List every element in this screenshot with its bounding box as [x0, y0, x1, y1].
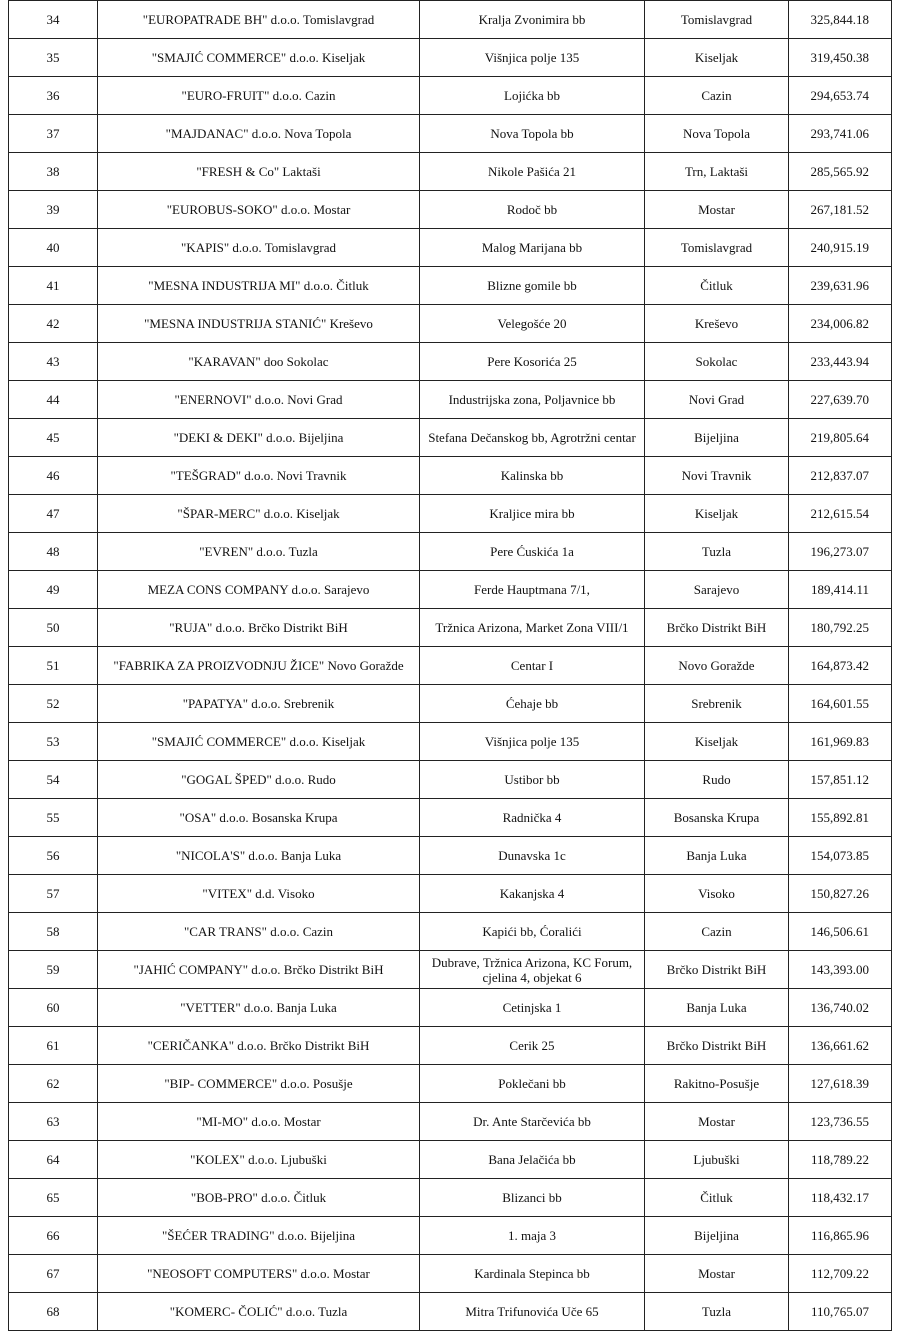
company-name-cell: "KOMERC- ČOLIĆ" d.o.o. Tuzla — [98, 1293, 420, 1331]
city-cell: Čitluk — [645, 1179, 789, 1217]
address-cell: Dubrave, Tržnica Arizona, KC Forum, cjelina 4, objekat 6 — [420, 951, 645, 989]
address-cell: Cetinjska 1 — [420, 989, 645, 1027]
row-number-cell: 40 — [9, 229, 98, 267]
amount-cell: 325,844.18 — [789, 1, 892, 39]
company-name-cell: "VETTER" d.o.o. Banja Luka — [98, 989, 420, 1027]
row-number-cell: 38 — [9, 153, 98, 191]
address-cell: Bana Jelačića bb — [420, 1141, 645, 1179]
address-cell: Nikole Pašića 21 — [420, 153, 645, 191]
row-number-cell: 34 — [9, 1, 98, 39]
city-cell: Tuzla — [645, 1293, 789, 1331]
address-cell: Rodoč bb — [420, 191, 645, 229]
city-cell: Mostar — [645, 1255, 789, 1293]
amount-cell: 157,851.12 — [789, 761, 892, 799]
row-number-cell: 49 — [9, 571, 98, 609]
city-cell: Ljubuški — [645, 1141, 789, 1179]
address-cell: Tržnica Arizona, Market Zona VIII/1 — [420, 609, 645, 647]
row-number-cell: 41 — [9, 267, 98, 305]
address-cell: Kraljice mira bb — [420, 495, 645, 533]
company-name-cell: "SMAJIĆ COMMERCE" d.o.o. Kiseljak — [98, 39, 420, 77]
row-number-cell: 61 — [9, 1027, 98, 1065]
amount-cell: 154,073.85 — [789, 837, 892, 875]
address-cell: Nova Topola bb — [420, 115, 645, 153]
row-number-cell: 50 — [9, 609, 98, 647]
company-name-cell: "PAPATYA" d.o.o. Srebrenik — [98, 685, 420, 723]
city-cell: Nova Topola — [645, 115, 789, 153]
address-cell: Dunavska 1c — [420, 837, 645, 875]
city-cell: Brčko Distrikt BiH — [645, 609, 789, 647]
amount-cell: 233,443.94 — [789, 343, 892, 381]
address-cell: Ustibor bb — [420, 761, 645, 799]
row-number-cell: 65 — [9, 1179, 98, 1217]
city-cell: Srebrenik — [645, 685, 789, 723]
row-number-cell: 56 — [9, 837, 98, 875]
table-row — [9, 1255, 892, 1293]
city-cell: Kiseljak — [645, 723, 789, 761]
amount-cell: 319,450.38 — [789, 39, 892, 77]
city-cell: Bijeljina — [645, 419, 789, 457]
table-row — [9, 1103, 892, 1141]
company-name-cell: "JAHIĆ COMPANY" d.o.o. Brčko Distrikt BiH — [98, 951, 420, 989]
table-row — [9, 1, 892, 39]
table-row — [9, 685, 892, 723]
table-row — [9, 1141, 892, 1179]
company-name-cell: "CAR TRANS" d.o.o. Cazin — [98, 913, 420, 951]
address-cell: Kardinala Stepinca bb — [420, 1255, 645, 1293]
company-name-cell: "CERIČANKA" d.o.o. Brčko Distrikt BiH — [98, 1027, 420, 1065]
city-cell: Tomislavgrad — [645, 1, 789, 39]
address-cell: Malog Marijana bb — [420, 229, 645, 267]
table-row — [9, 305, 892, 343]
address-cell: Ćehaje bb — [420, 685, 645, 723]
city-cell: Čitluk — [645, 267, 789, 305]
row-number-cell: 47 — [9, 495, 98, 533]
company-name-cell: "FABRIKA ZA PROIZVODNJU ŽICE" Novo Goražde — [98, 647, 420, 685]
address-cell: Kakanjska 4 — [420, 875, 645, 913]
amount-cell: 267,181.52 — [789, 191, 892, 229]
company-name-cell: "MAJDANAC" d.o.o. Nova Topola — [98, 115, 420, 153]
row-number-cell: 60 — [9, 989, 98, 1027]
company-name-cell: "BIP- COMMERCE" d.o.o. Posušje — [98, 1065, 420, 1103]
amount-cell: 118,789.22 — [789, 1141, 892, 1179]
company-name-cell: "SMAJIĆ COMMERCE" d.o.o. Kiseljak — [98, 723, 420, 761]
row-number-cell: 64 — [9, 1141, 98, 1179]
amount-cell: 212,615.54 — [789, 495, 892, 533]
table-row — [9, 419, 892, 457]
address-cell: Poklečani bb — [420, 1065, 645, 1103]
row-number-cell: 48 — [9, 533, 98, 571]
amount-cell: 127,618.39 — [789, 1065, 892, 1103]
table-row — [9, 951, 892, 989]
city-cell: Rakitno-Posušje — [645, 1065, 789, 1103]
table-row — [9, 1027, 892, 1065]
city-cell: Kiseljak — [645, 495, 789, 533]
amount-cell: 123,736.55 — [789, 1103, 892, 1141]
row-number-cell: 57 — [9, 875, 98, 913]
address-cell: Kapići bb, Ćoralići — [420, 913, 645, 951]
table-row — [9, 39, 892, 77]
amount-cell: 146,506.61 — [789, 913, 892, 951]
city-cell: Sokolac — [645, 343, 789, 381]
address-cell: Višnjica polje 135 — [420, 39, 645, 77]
city-cell: Cazin — [645, 77, 789, 115]
table-row — [9, 115, 892, 153]
company-name-cell: "ENERNOVI" d.o.o. Novi Grad — [98, 381, 420, 419]
company-name-cell: "TEŠGRAD" d.o.o. Novi Travnik — [98, 457, 420, 495]
city-cell: Novi Grad — [645, 381, 789, 419]
amount-cell: 196,273.07 — [789, 533, 892, 571]
table-row — [9, 381, 892, 419]
table-row — [9, 875, 892, 913]
address-cell: Mitra Trifunovića Uče 65 — [420, 1293, 645, 1331]
city-cell: Tomislavgrad — [645, 229, 789, 267]
row-number-cell: 35 — [9, 39, 98, 77]
row-number-cell: 54 — [9, 761, 98, 799]
company-name-cell: "KARAVAN" doo Sokolac — [98, 343, 420, 381]
address-cell: 1. maja 3 — [420, 1217, 645, 1255]
address-cell: Velegošće 20 — [420, 305, 645, 343]
amount-cell: 294,653.74 — [789, 77, 892, 115]
amount-cell: 112,709.22 — [789, 1255, 892, 1293]
city-cell: Bosanska Krupa — [645, 799, 789, 837]
address-cell: Blizanci bb — [420, 1179, 645, 1217]
company-name-cell: "OSA" d.o.o. Bosanska Krupa — [98, 799, 420, 837]
row-number-cell: 39 — [9, 191, 98, 229]
table-row — [9, 229, 892, 267]
city-cell: Mostar — [645, 1103, 789, 1141]
city-cell: Bijeljina — [645, 1217, 789, 1255]
company-name-cell: "NEOSOFT COMPUTERS" d.o.o. Mostar — [98, 1255, 420, 1293]
row-number-cell: 59 — [9, 951, 98, 989]
amount-cell: 234,006.82 — [789, 305, 892, 343]
city-cell: Banja Luka — [645, 989, 789, 1027]
table-row — [9, 457, 892, 495]
row-number-cell: 37 — [9, 115, 98, 153]
company-name-cell: "RUJA" d.o.o. Brčko Distrikt BiH — [98, 609, 420, 647]
row-number-cell: 44 — [9, 381, 98, 419]
address-cell: Kalinska bb — [420, 457, 645, 495]
table-row — [9, 571, 892, 609]
city-cell: Mostar — [645, 191, 789, 229]
amount-cell: 118,432.17 — [789, 1179, 892, 1217]
address-cell: Industrijska zona, Poljavnice bb — [420, 381, 645, 419]
company-name-cell: "DEKI & DEKI" d.o.o. Bijeljina — [98, 419, 420, 457]
city-cell: Rudo — [645, 761, 789, 799]
amount-cell: 212,837.07 — [789, 457, 892, 495]
company-name-cell: "VITEX" d.d. Visoko — [98, 875, 420, 913]
table-row — [9, 837, 892, 875]
row-number-cell: 55 — [9, 799, 98, 837]
amount-cell: 189,414.11 — [789, 571, 892, 609]
company-name-cell: "ŠPAR-MERC" d.o.o. Kiseljak — [98, 495, 420, 533]
document-page — [8, 0, 891, 1331]
city-cell: Sarajevo — [645, 571, 789, 609]
company-name-cell: MEZA CONS COMPANY d.o.o. Sarajevo — [98, 571, 420, 609]
address-cell: Pere Ćuskića 1a — [420, 533, 645, 571]
amount-cell: 136,740.02 — [789, 989, 892, 1027]
company-name-cell: "KAPIS" d.o.o. Tomislavgrad — [98, 229, 420, 267]
address-cell: Radnička 4 — [420, 799, 645, 837]
row-number-cell: 62 — [9, 1065, 98, 1103]
company-name-cell: "NICOLA'S" d.o.o. Banja Luka — [98, 837, 420, 875]
city-cell: Novi Travnik — [645, 457, 789, 495]
row-number-cell: 52 — [9, 685, 98, 723]
city-cell: Kreševo — [645, 305, 789, 343]
city-cell: Banja Luka — [645, 837, 789, 875]
company-name-cell: "MI-MO" d.o.o. Mostar — [98, 1103, 420, 1141]
city-cell: Tuzla — [645, 533, 789, 571]
amount-cell: 136,661.62 — [789, 1027, 892, 1065]
company-name-cell: "GOGAL ŠPED" d.o.o. Rudo — [98, 761, 420, 799]
table-row — [9, 153, 892, 191]
row-number-cell: 45 — [9, 419, 98, 457]
address-cell: Lojićka bb — [420, 77, 645, 115]
row-number-cell: 63 — [9, 1103, 98, 1141]
amount-cell: 110,765.07 — [789, 1293, 892, 1331]
table-row — [9, 723, 892, 761]
city-cell: Trn, Laktaši — [645, 153, 789, 191]
amount-cell: 116,865.96 — [789, 1217, 892, 1255]
amount-cell: 285,565.92 — [789, 153, 892, 191]
city-cell: Kiseljak — [645, 39, 789, 77]
company-name-cell: "ŠEĆER TRADING" d.o.o. Bijeljina — [98, 1217, 420, 1255]
city-cell: Brčko Distrikt BiH — [645, 1027, 789, 1065]
address-cell: Centar I — [420, 647, 645, 685]
table-row — [9, 609, 892, 647]
company-name-cell: "BOB-PRO" d.o.o. Čitluk — [98, 1179, 420, 1217]
row-number-cell: 36 — [9, 77, 98, 115]
amount-cell: 180,792.25 — [789, 609, 892, 647]
table-row — [9, 343, 892, 381]
table-row — [9, 77, 892, 115]
company-name-cell: "FRESH & Co" Laktaši — [98, 153, 420, 191]
row-number-cell: 42 — [9, 305, 98, 343]
table-row — [9, 267, 892, 305]
address-cell: Pere Kosorića 25 — [420, 343, 645, 381]
amount-cell: 161,969.83 — [789, 723, 892, 761]
amount-cell: 164,601.55 — [789, 685, 892, 723]
table-row — [9, 989, 892, 1027]
table-row — [9, 191, 892, 229]
table-row — [9, 1293, 892, 1331]
amount-cell: 150,827.26 — [789, 875, 892, 913]
address-cell: Dr. Ante Starčevića bb — [420, 1103, 645, 1141]
amount-cell: 164,873.42 — [789, 647, 892, 685]
table-row — [9, 647, 892, 685]
amount-cell: 293,741.06 — [789, 115, 892, 153]
address-cell: Ferde Hauptmana 7/1, — [420, 571, 645, 609]
company-name-cell: "EVREN" d.o.o. Tuzla — [98, 533, 420, 571]
row-number-cell: 53 — [9, 723, 98, 761]
companies-table — [8, 0, 892, 1331]
company-name-cell: "MESNA INDUSTRIJA STANIĆ" Kreševo — [98, 305, 420, 343]
table-row — [9, 913, 892, 951]
table-row — [9, 761, 892, 799]
row-number-cell: 46 — [9, 457, 98, 495]
row-number-cell: 67 — [9, 1255, 98, 1293]
table-row — [9, 533, 892, 571]
amount-cell: 155,892.81 — [789, 799, 892, 837]
table-row — [9, 1179, 892, 1217]
city-cell: Cazin — [645, 913, 789, 951]
amount-cell: 239,631.96 — [789, 267, 892, 305]
address-cell: Kralja Zvonimira bb — [420, 1, 645, 39]
company-name-cell: "EURO-FRUIT" d.o.o. Cazin — [98, 77, 420, 115]
address-cell: Višnjica polje 135 — [420, 723, 645, 761]
company-name-cell: "MESNA INDUSTRIJA MI" d.o.o. Čitluk — [98, 267, 420, 305]
row-number-cell: 58 — [9, 913, 98, 951]
company-name-cell: "EUROPATRADE BH" d.o.o. Tomislavgrad — [98, 1, 420, 39]
city-cell: Visoko — [645, 875, 789, 913]
company-name-cell: "EUROBUS-SOKO" d.o.o. Mostar — [98, 191, 420, 229]
row-number-cell: 68 — [9, 1293, 98, 1331]
table-row — [9, 1217, 892, 1255]
row-number-cell: 66 — [9, 1217, 98, 1255]
table-row — [9, 1065, 892, 1103]
amount-cell: 240,915.19 — [789, 229, 892, 267]
table-body — [9, 1, 892, 1331]
address-cell: Blizne gomile bb — [420, 267, 645, 305]
address-cell: Stefana Dečanskog bb, Agrotržni centar — [420, 419, 645, 457]
amount-cell: 143,393.00 — [789, 951, 892, 989]
row-number-cell: 51 — [9, 647, 98, 685]
table-row — [9, 799, 892, 837]
row-number-cell: 43 — [9, 343, 98, 381]
amount-cell: 219,805.64 — [789, 419, 892, 457]
table-row — [9, 495, 892, 533]
amount-cell: 227,639.70 — [789, 381, 892, 419]
city-cell: Novo Goražde — [645, 647, 789, 685]
address-cell: Cerik 25 — [420, 1027, 645, 1065]
company-name-cell: "KOLEX" d.o.o. Ljubuški — [98, 1141, 420, 1179]
city-cell: Brčko Distrikt BiH — [645, 951, 789, 989]
